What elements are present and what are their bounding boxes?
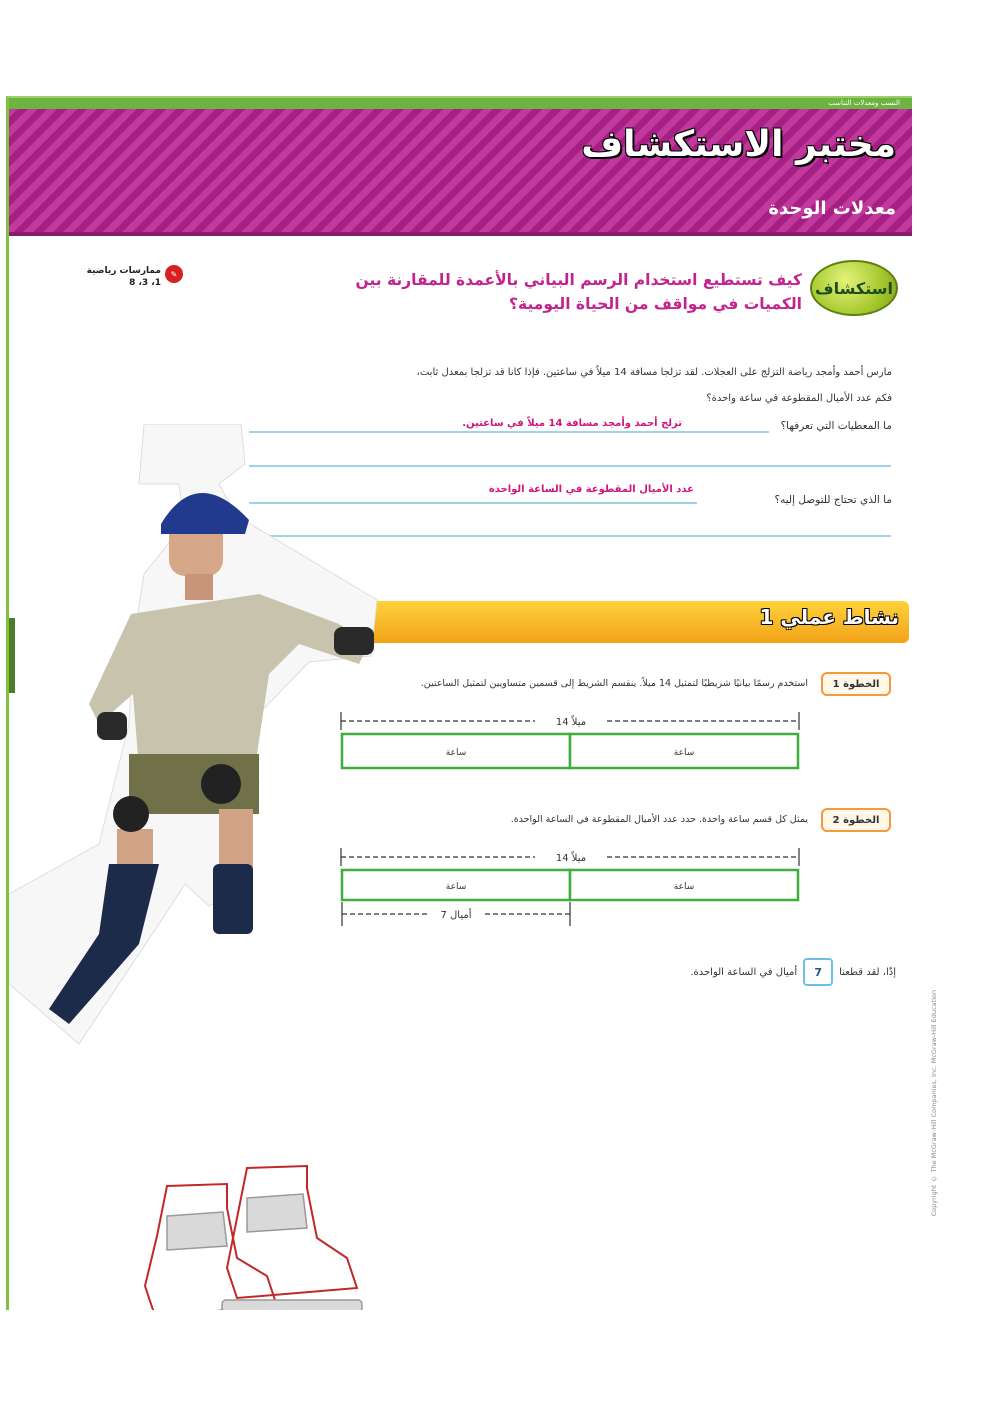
- practices-numbers: 1، 3، 8: [129, 278, 161, 288]
- bar2-cell-right-label: ساعة: [673, 882, 695, 892]
- back-skate-strap: [247, 1194, 307, 1232]
- bar2-total-label: 14 ميلاً: [555, 853, 587, 864]
- question-known-answer[interactable]: تزلج أحمد وأمجد مسافة 14 ميلاً في ساعتين.: [462, 418, 682, 429]
- page-subtitle: معدلات الوحدة: [768, 198, 896, 219]
- left-skate: [213, 864, 253, 934]
- scenario-line-2: فكم عدد الأميال المقطوعة في ساعة واحدة؟: [706, 393, 892, 404]
- left-edge-tab: [9, 618, 15, 693]
- bar-diagram-2: [339, 844, 803, 940]
- step-2-text: يمثل كل قسم ساعة واحدة. حدد عدد الأميال المقطوعة في الساعة الواحدة.: [510, 814, 808, 825]
- knee-pad: [113, 796, 149, 832]
- header-divider: [9, 232, 912, 236]
- activity-title: نشاط عملي 1: [759, 605, 899, 629]
- bar1-total-label: 14 ميلاً: [555, 717, 587, 728]
- header-banner: [9, 98, 912, 236]
- worksheet-page: [6, 96, 912, 1310]
- scenario-text: [252, 360, 892, 412]
- page-title: مختبر الاستكشاف: [581, 124, 896, 165]
- skater-neck: [185, 574, 213, 600]
- bar-diagram-1: [339, 708, 803, 774]
- question-known-label: ما المعطيات التي تعرفها؟: [780, 420, 892, 432]
- glove: [334, 627, 374, 655]
- skater-photo: [9, 424, 389, 1058]
- explore-badge: استكشاف: [810, 260, 898, 316]
- back-skate-frame: [222, 1300, 362, 1310]
- copyright-credit: Copyright © The McGraw-Hill Companies, Inc. McGraw-Hill Education: [930, 990, 938, 1217]
- bar1-cell-left-label: ساعة: [445, 748, 467, 758]
- helmet: [161, 493, 249, 534]
- front-skate-strap: [167, 1212, 227, 1250]
- bar2-part-label: 7 أميال: [440, 910, 472, 921]
- bar2-cell-left-label: ساعة: [445, 882, 467, 892]
- knee-pad: [201, 764, 241, 804]
- practices-icon: ✎: [165, 265, 183, 283]
- skates-illustration: [107, 1158, 377, 1310]
- practices-label: ممارسات رياضية: [86, 266, 161, 276]
- explore-question: كيف تستطيع استخدام الرسم البياني بالأعمدة للمقارنة بين الكميات في مواقف من الحياة اليومية؟: [355, 271, 802, 313]
- left-leg: [219, 809, 253, 869]
- step-1-tag: الخطوة 1: [821, 672, 891, 696]
- glove: [97, 712, 127, 740]
- question-find-answer[interactable]: عدد الأميال المقطوعة في الساعة الواحدة: [488, 484, 694, 495]
- chapter-strip: [9, 98, 912, 109]
- conclusion-sentence: [690, 958, 896, 986]
- math-practices: [75, 265, 161, 289]
- scenario-line-1: مارس أحمد وأمجد رياضة التزلج على العجلات. لقد تزلجا مسافة 14 ميلاً في ساعتين. فإذا كانا قد تزلجا بمعدل ثابت،: [416, 367, 892, 378]
- question-find-label: ما الذي تحتاج للتوصل إليه؟: [774, 494, 892, 506]
- step-1-text: استخدم رسمًا بيانيًا شريطيًا لتمثيل 14 ميلاً. ينقسم الشريط إلى قسمين متساويين لتمثيل الساعتين.: [420, 678, 808, 689]
- conclusion-suffix: أميال في الساعة الواحدة.: [690, 966, 798, 978]
- answer-box[interactable]: 7: [803, 958, 833, 986]
- chapter-strip-text: النسب ومعدلات التناسب: [828, 99, 900, 107]
- conclusion-prefix: إذًا، لقد قطعنا: [839, 966, 896, 978]
- step-2-tag: الخطوة 2: [821, 808, 891, 832]
- bar1-cell-right-label: ساعة: [673, 748, 695, 758]
